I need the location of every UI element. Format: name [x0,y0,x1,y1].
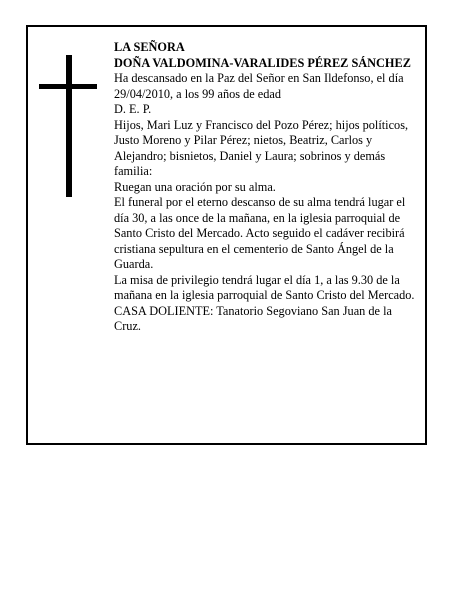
obituary-text [114,40,420,335]
notice-paragraph-prayer: Ruegan una oración por su alma. [114,179,276,194]
cross-icon [66,55,72,197]
cross-icon-crossbar [39,84,97,89]
notice-paragraph-family: Hijos, Mari Luz y Francisco del Pozo Pérez; hijos políticos, Justo Moreno y Pilar Pérez; nietos, Beatriz, Carlos y Alejandro; bisnietos, Daniel y Laura; sobrinos y demás familia: [114,117,409,178]
notice-paragraph-rip: D. E. P. [114,102,152,116]
notice-paragraph-funeral-home: CASA DOLIENTE: Tanatorio Segoviano San Juan de la Cruz. [114,303,392,333]
notice-paragraph-mass: La misa de privilegio tendrá lugar el día 1, a las 9.30 de la mañana en la iglesia parroquial de Santo Cristo del Mercado. [114,272,415,302]
notice-heading-name: DOÑA VALDOMINA-VARALIDES PÉREZ SÁNCHEZ [114,55,411,70]
notice-paragraph-passing: Ha descansado en la Paz del Señor en San Ildefonso, el día 29/04/2010, a los 99 años de edad [114,71,404,101]
notice-paragraph-funeral: El funeral por el eterno descanso de su alma tendrá lugar el día 30, a las once de la mañana, en la iglesia parroquial de Santo Cristo del Mercado. Acto seguido el cadáver recibirá cristiana sepultura en el cementerio de Santo Ángel de la Guarda. [114,195,406,271]
notice-heading-title: LA SEÑORA [114,40,185,54]
